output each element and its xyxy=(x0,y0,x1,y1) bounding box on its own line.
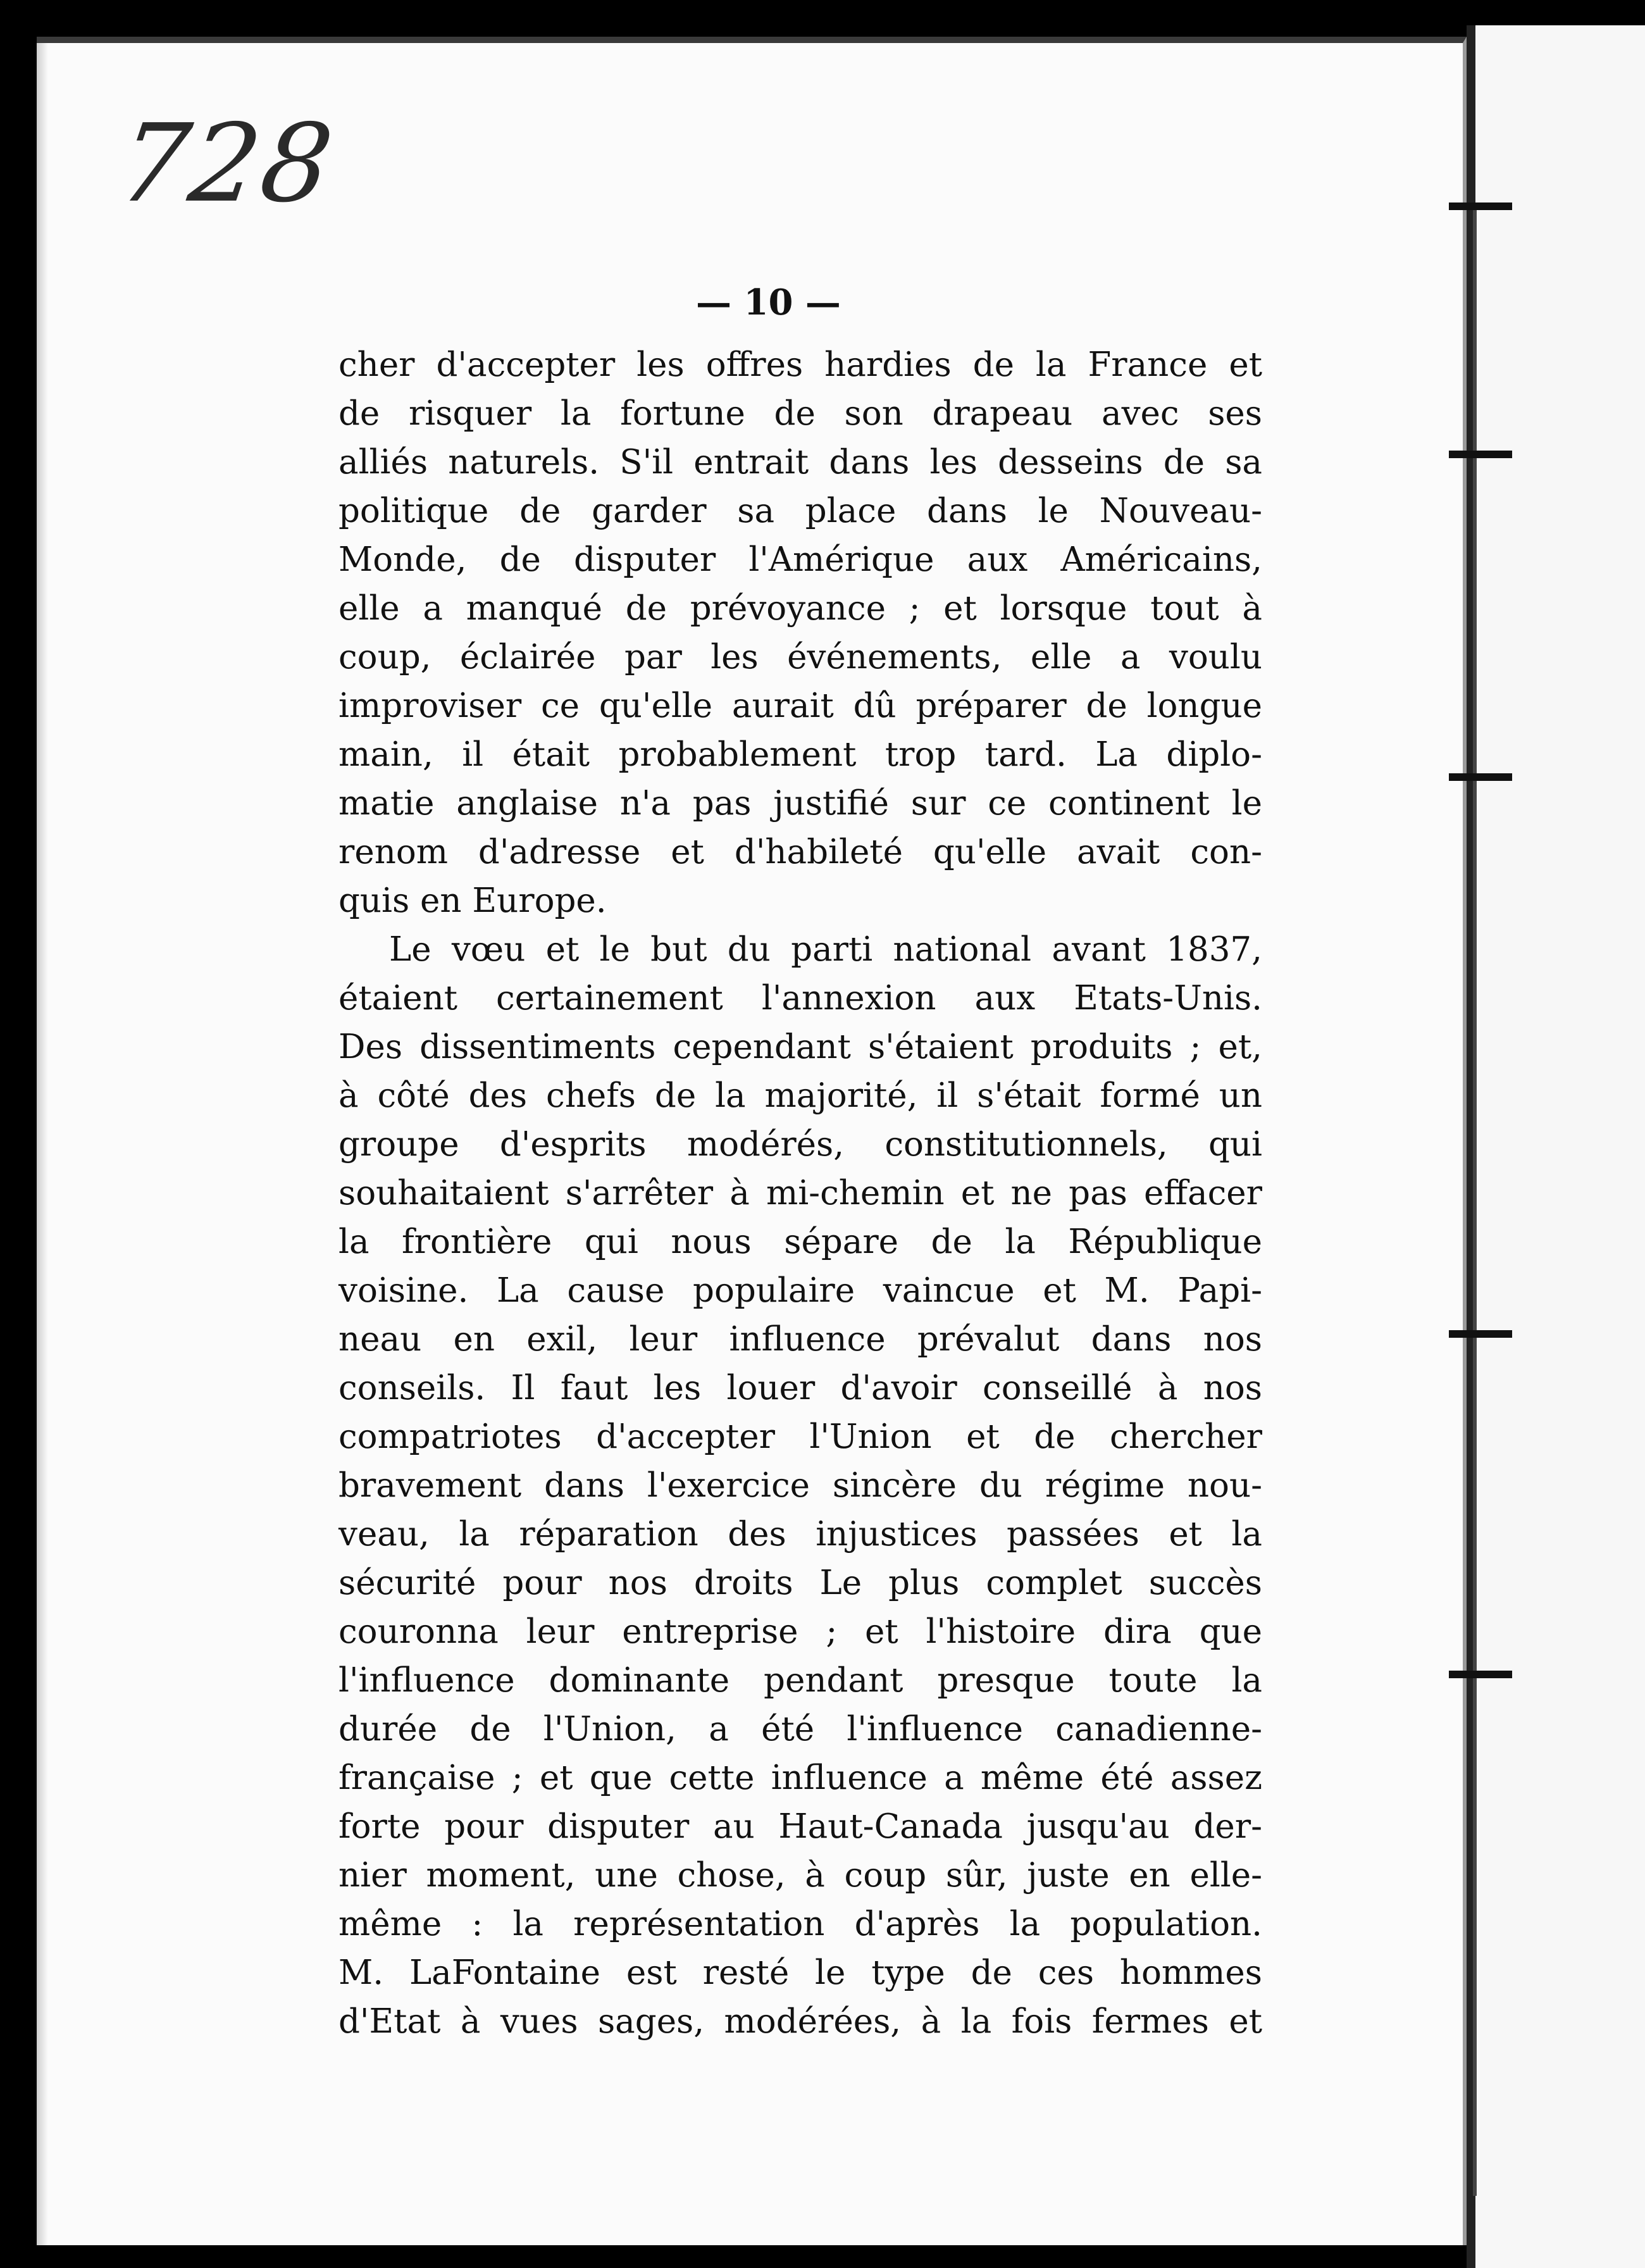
text-line: politique de garder sa place dans le Nouveau- xyxy=(338,492,1262,530)
text-line: nier moment, une chose, à coup sûr, juste en elle- xyxy=(338,1856,1262,1895)
text-line: de risquer la fortune de son drapeau avec ses xyxy=(338,394,1262,433)
binding-stitch xyxy=(1449,451,1512,458)
text-line: durée de l'Union, a été l'influence canadienne- xyxy=(338,1710,1262,1748)
text-line: veau, la réparation des injustices passées et la xyxy=(338,1515,1262,1554)
body-text xyxy=(338,340,1262,2046)
text-line: française ; et que cette influence a même été assez xyxy=(338,1759,1262,1797)
text-line: groupe d'esprits modérés, constitutionnels, qui xyxy=(338,1125,1262,1164)
text-line: alliés naturels. S'il entrait dans les desseins de sa xyxy=(338,443,1262,482)
text-line: même : la représentation d'après la population. xyxy=(338,1905,1262,1943)
binding-stitch xyxy=(1449,1330,1512,1338)
text-line: d'Etat à vues sages, modérées, à la fois fermes et xyxy=(338,2002,1262,2041)
text-line: M. LaFontaine est resté le type de ces hommes xyxy=(338,1953,1262,1992)
text-line: matie anglaise n'a pas justifié sur ce continent le xyxy=(338,784,1262,823)
text-line: la frontière qui nous sépare de la République xyxy=(338,1223,1262,1261)
text-line: forte pour disputer au Haut-Canada jusqu'au der- xyxy=(338,1807,1262,1846)
binding-stitch xyxy=(1449,773,1512,781)
text-line: cher d'accepter les offres hardies de la France et xyxy=(338,346,1262,384)
text-line: à côté des chefs de la majorité, il s'était formé un xyxy=(338,1076,1262,1115)
handwritten-page-number: 728 xyxy=(111,101,342,227)
text-line: improviser ce qu'elle aurait dû préparer de longue xyxy=(338,687,1262,725)
text-line: Le vœu et le but du parti national avant 1837, xyxy=(389,930,1262,969)
binding-stitch xyxy=(1449,202,1512,210)
facing-leaf xyxy=(1474,25,1645,2268)
text-line: elle a manqué de prévoyance ; et lorsque tout à xyxy=(338,589,1262,628)
text-line: étaient certainement l'annexion aux Etats-Unis. xyxy=(338,979,1262,1018)
text-line: souhaitaient s'arrêter à mi-chemin et ne pas effacer xyxy=(338,1174,1262,1212)
text-line: compatriotes d'accepter l'Union et de chercher xyxy=(338,1418,1262,1456)
text-line: quis en Europe. xyxy=(338,882,607,920)
text-line: conseils. Il faut les louer d'avoir conseillé à nos xyxy=(338,1369,1262,1407)
binding-thread xyxy=(1473,202,1477,2196)
text-line: bravement dans l'exercice sincère du régime nou- xyxy=(338,1466,1262,1505)
text-line: main, il était probablement trop tard. La diplo- xyxy=(338,735,1262,774)
text-line: voisine. La cause populaire vaincue et M. Papi- xyxy=(338,1271,1262,1310)
text-line: sécurité pour nos droits Le plus complet succès xyxy=(338,1564,1262,1602)
text-line: Des dissentiments cependant s'étaient produits ; et, xyxy=(338,1028,1262,1066)
text-line: renom d'adresse et d'habileté qu'elle avait con- xyxy=(338,833,1262,871)
text-line: couronna leur entreprise ; et l'histoire dira que xyxy=(338,1612,1262,1651)
text-line: coup, éclairée par les événements, elle a voulu xyxy=(338,638,1262,676)
page-number: — 10 — xyxy=(696,282,841,323)
text-line: Monde, de disputer l'Amérique aux Américains, xyxy=(338,540,1262,579)
text-line: neau en exil, leur influence prévalut dans nos xyxy=(338,1320,1262,1359)
text-line: l'influence dominante pendant presque toute la xyxy=(338,1661,1262,1700)
binding-stitch xyxy=(1449,1671,1512,1678)
